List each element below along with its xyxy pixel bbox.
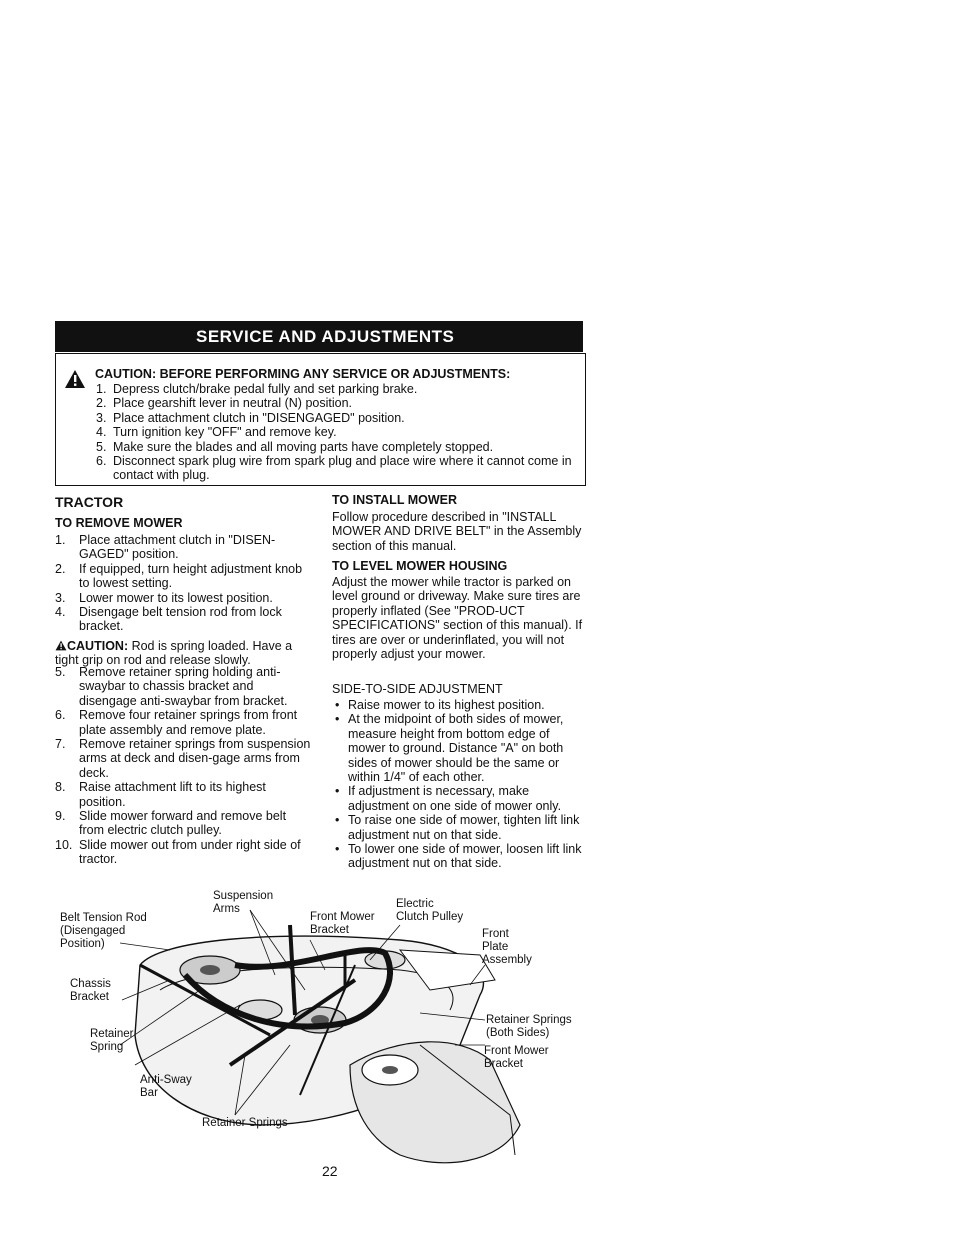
list-item: 5. Remove retainer spring holding anti-swaybar to chassis bracket and disengage anti-swaybar from bracket.: [55, 665, 288, 708]
section-banner: [55, 321, 583, 352]
label-retainer-spring: Retainer Spring: [90, 1028, 134, 1053]
remove-steps-a: [55, 533, 313, 634]
remove-mower-heading: TO REMOVE MOWER: [55, 516, 183, 530]
level-mower-heading: TO LEVEL MOWER HOUSING: [332, 559, 508, 573]
list-item: 10. Slide mower out from under right side of tractor.: [55, 837, 301, 867]
list-item: 3. Place attachment clutch in "DISENGAGED" position.: [96, 410, 405, 425]
install-mower-heading: TO INSTALL MOWER: [332, 493, 457, 507]
label-retainer-springs: Retainer Springs: [202, 1117, 288, 1129]
install-mower-text: Follow procedure described in "INSTALL MOWER AND DRIVE BELT" in the Assembly section of this manual.: [332, 510, 582, 553]
list-item: • Raise mower to its highest position.: [332, 698, 590, 712]
list-item: 6. Disconnect spark plug wire from spark plug and place wire where it cannot come in contact with plug.: [96, 454, 572, 483]
side-to-side-steps: [332, 698, 590, 871]
caution-steps: [96, 382, 576, 483]
label-front-plate-assembly: Front Plate Assembly: [482, 928, 532, 966]
label-front-mower-bracket-bottom: Front Mower Bracket: [484, 1045, 549, 1070]
label-retainer-springs-both-sides: Retainer Springs (Both Sides): [486, 1014, 572, 1039]
section-banner-title: SERVICE AND ADJUSTMENTS: [196, 327, 455, 346]
warning-triangle-icon: [55, 640, 67, 651]
caution-text: Rod is spring loaded. Have a tight grip on rod and release slowly.: [55, 639, 293, 668]
list-item: 2. If equipped, turn height adjustment knob to lowest setting.: [55, 561, 303, 591]
side-to-side-heading: SIDE-TO-SIDE ADJUSTMENT: [332, 682, 503, 696]
list-item: • At the midpoint of both sides of mower, measure height from bottom edge of mower to ground. Distance "A" on both sides of mower should be the same or within 1/4" of each other.: [332, 712, 590, 784]
list-item: • To raise one side of mower, tighten lift link adjustment nut on that side.: [332, 813, 590, 842]
caution-label: CAUTION:: [67, 639, 129, 653]
level-mower-text: Adjust the mower while tractor is parked on level ground or driveway. Make sure tires are properly inflated (See "PROD-UCT SPECIFICATIONS" section of this manual). If tires are over or underinflated, you will not properly adjust your mower.: [332, 575, 583, 662]
tractor-heading: TRACTOR: [55, 494, 124, 510]
mower-deck-illustration: [100, 895, 540, 1175]
rod-caution-note: [55, 639, 315, 668]
list-item: 5. Make sure the blades and all moving parts have completely stopped.: [96, 439, 494, 454]
remove-steps-b: [55, 665, 313, 867]
list-item: 9. Slide mower forward and remove belt from electric clutch pulley.: [55, 809, 287, 838]
list-item: • To lower one side of mower, loosen lift link adjustment nut on that side.: [332, 842, 590, 871]
caution-heading: CAUTION: BEFORE PERFORMING ANY SERVICE OR ADJUSTMENTS:: [95, 367, 511, 381]
list-item: 6. Remove four retainer springs from front plate assembly and remove plate.: [55, 708, 298, 737]
list-item: • If adjustment is necessary, make adjustment on one side of mower only.: [332, 784, 590, 813]
label-front-mower-bracket-top: Front Mower Bracket: [310, 911, 375, 936]
page-number: 22: [322, 1163, 338, 1179]
list-item: 1. Depress clutch/brake pedal fully and set parking brake.: [96, 382, 418, 396]
list-item: 1. Place attachment clutch in "DISEN-GAGED" position.: [55, 533, 276, 562]
list-item: 4. Turn ignition key "OFF" and remove key.: [96, 425, 337, 440]
list-item: 2. Place gearshift lever in neutral (N) position.: [96, 396, 353, 411]
label-belt-tension-rod: Belt Tension Rod (Disengaged Position): [60, 912, 147, 950]
list-item: 4. Disengage belt tension rod from lock bracket.: [55, 605, 282, 634]
label-electric-clutch-pulley: Electric Clutch Pulley: [396, 898, 464, 923]
list-item: 7. Remove retainer springs from suspension arms at deck and disen-gage arms from deck.: [55, 737, 311, 780]
label-suspension-arms: Suspension Arms: [213, 890, 274, 915]
warning-triangle-icon: [64, 369, 86, 389]
label-chassis-bracket: Chassis Bracket: [70, 978, 111, 1003]
list-item: 8. Raise attachment lift to its highest position.: [55, 780, 266, 809]
label-anti-sway-bar: Anti-Sway Bar: [140, 1074, 192, 1099]
list-item: 3. Lower mower to its lowest position.: [55, 590, 273, 605]
